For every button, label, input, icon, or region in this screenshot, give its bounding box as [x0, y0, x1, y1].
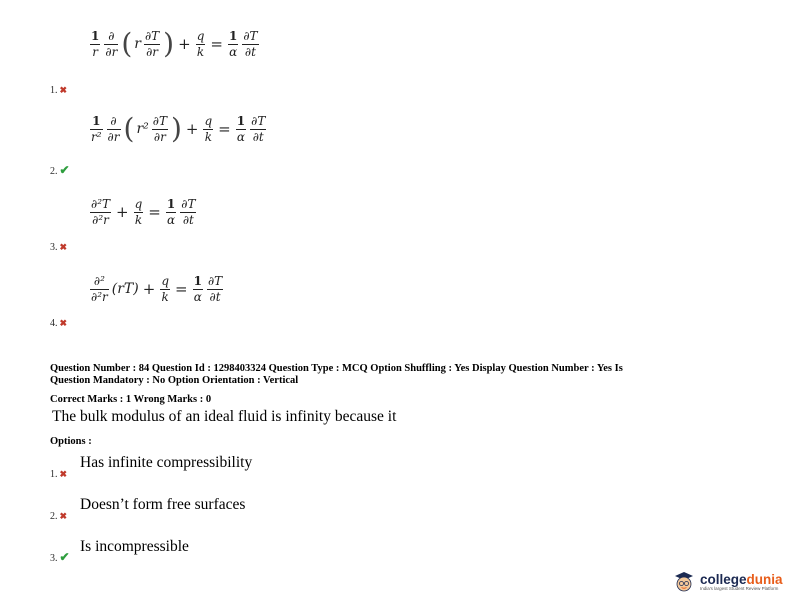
- prev-option-3: [50, 237, 67, 255]
- logo-brand-part1: college: [700, 572, 747, 587]
- option-number: 1.: [50, 469, 58, 480]
- options-label: Options :: [50, 436, 92, 447]
- option-number: 3.: [50, 553, 58, 564]
- equation-option-2: $\frac{1}{\text{r²}}$ $\frac{\partial}{\partial r}$ ( r² $\frac{\partial T}{\partial r}$ ) + $\frac{q}{k}$ = $\frac{1}{\alpha}$ $\frac{\partial T}{\partial t}$: [91, 112, 266, 146]
- cross-icon: ✖: [59, 242, 68, 252]
- cross-icon: ✖: [59, 469, 68, 479]
- question-meta-line-1: Question Number : 84 Question Id : 1298403324 Question Type : MCQ Option Shuffling : Yes Display Question Number : Yes Is: [50, 363, 623, 374]
- equation-option-3: $\frac{\text{∂²T}}{\text{∂²r}}$ + $\frac{q}{k}$ = $\frac{1}{\alpha}$ $\frac{\partial T}{\partial t}$: [91, 197, 196, 227]
- option-text: Is incompressible: [80, 538, 189, 555]
- option-text: Has infinite compressibility: [80, 454, 253, 471]
- check-icon: ✔: [59, 550, 70, 564]
- collegedunia-logo: [672, 570, 783, 594]
- option-number: 4.: [50, 318, 58, 329]
- cross-icon: ✖: [59, 511, 68, 521]
- option-text: Doesn’t form free surfaces: [80, 496, 246, 513]
- prev-option-4: [50, 313, 67, 331]
- cross-icon: ✖: [59, 318, 68, 328]
- equation-option-1: $\frac{1}{r}$ $\frac{\partial}{\partial r}$ ( r $\frac{\partial T}{\partial r}$ ) + $\frac{q}{k}$ = $\frac{1}{\alpha}$ $\frac{\partial T}{\partial t}$: [91, 27, 258, 61]
- question-meta-line-2: Question Mandatory : No Option Orientation : Vertical: [50, 375, 299, 386]
- question-text: The bulk modulus of an ideal fluid is infinity because it: [52, 408, 397, 425]
- prev-option-2: [50, 161, 70, 179]
- mascot-icon: [672, 570, 696, 594]
- question-meta: [50, 363, 750, 387]
- prev-option-1: [50, 80, 67, 98]
- option-number: 2.: [50, 166, 58, 177]
- cross-icon: ✖: [59, 85, 68, 95]
- option-number: 3.: [50, 242, 58, 253]
- logo-tagline: India's largest Student Review Platform: [700, 585, 779, 591]
- option-number: 2.: [50, 511, 58, 522]
- check-icon: ✔: [59, 163, 70, 177]
- marks-line: Correct Marks : 1 Wrong Marks : 0: [50, 394, 212, 405]
- logo-brand-part2: dunia: [746, 572, 783, 587]
- equation-option-4: $\frac{\text{∂²}}{\text{∂²r}}$ (rT) + $\frac{q}{k}$ = $\frac{1}{\alpha}$ $\frac{\partial T}{\partial t}$: [91, 274, 223, 304]
- option-number: 1.: [50, 85, 58, 96]
